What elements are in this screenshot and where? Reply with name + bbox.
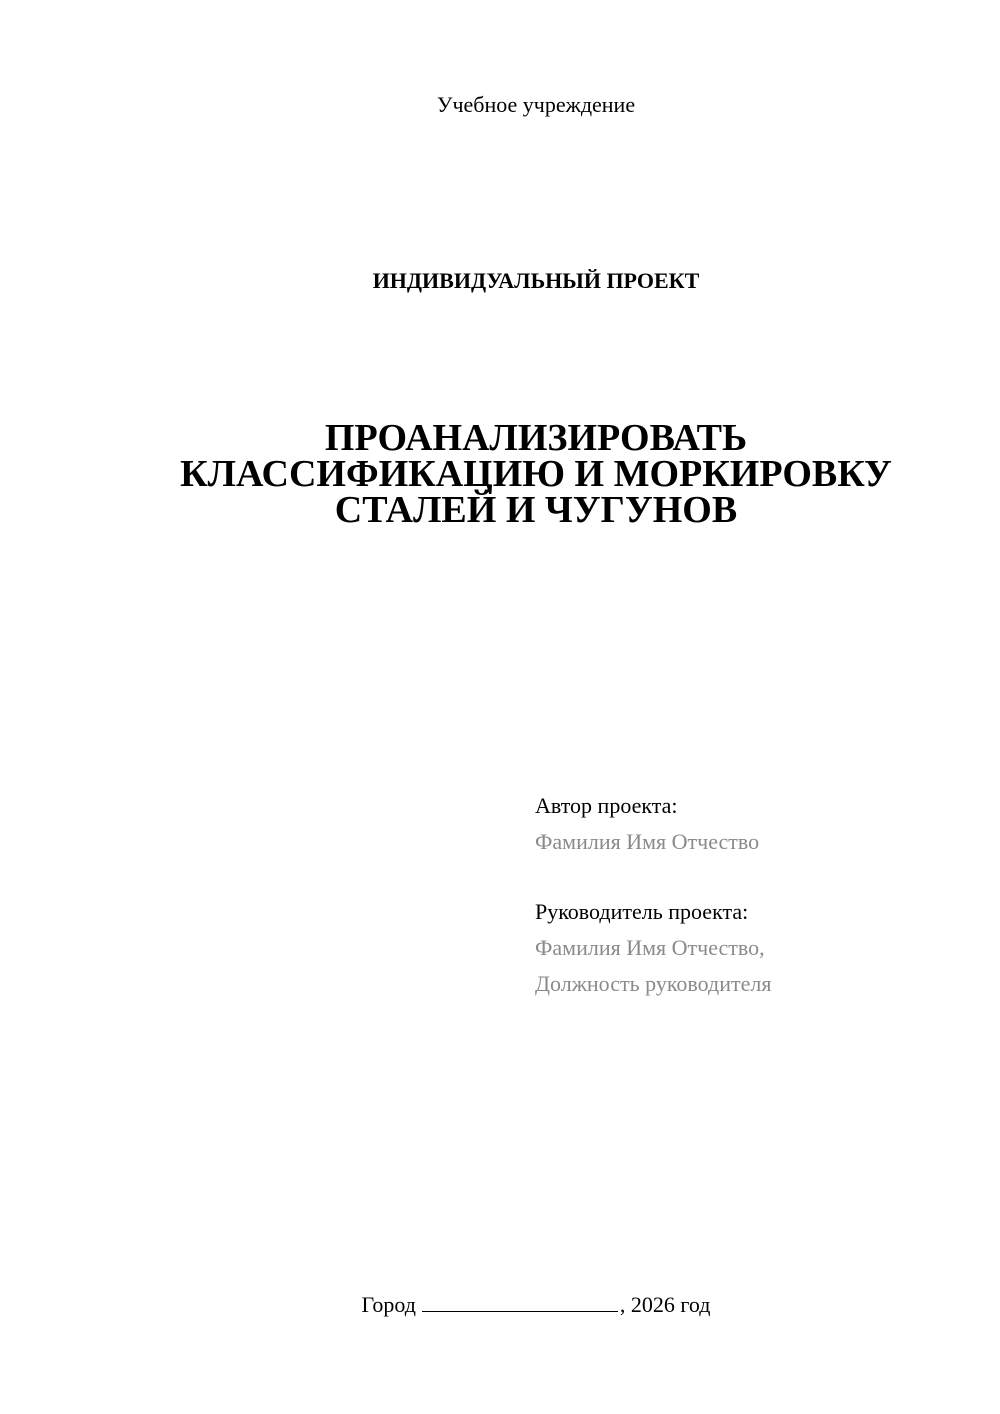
credits-block bbox=[535, 788, 955, 1002]
year-text: , 2026 год bbox=[619, 1292, 711, 1317]
footer-city-year bbox=[0, 1290, 1000, 1320]
title-line-2: КЛАССИФИКАЦИЮ И МОРКИРОВКУ bbox=[180, 453, 892, 495]
city-blank-line bbox=[422, 1293, 618, 1312]
title-line-1: ПРОАНАЛИЗИРОВАТЬ bbox=[324, 417, 748, 459]
title-line-3: СТАЛЕЙ И ЧУГУНОВ bbox=[334, 489, 738, 531]
supervisor-label: Руководитель проекта: bbox=[535, 899, 749, 924]
author-name-placeholder: Фамилия Имя Отчество bbox=[535, 829, 760, 854]
credits-spacer bbox=[535, 860, 955, 894]
city-label: Город bbox=[361, 1292, 416, 1317]
project-title bbox=[100, 417, 972, 531]
document-type: ИНДИВИДУАЛЬНЫЙ ПРОЕКТ bbox=[372, 268, 700, 293]
supervisor-name-placeholder: Фамилия Имя Отчество, bbox=[535, 935, 765, 960]
author-label: Автор проекта: bbox=[535, 793, 678, 818]
supervisor-position-placeholder: Должность руководителя bbox=[535, 971, 772, 996]
institution-name: Учебное учреждение bbox=[436, 92, 636, 117]
